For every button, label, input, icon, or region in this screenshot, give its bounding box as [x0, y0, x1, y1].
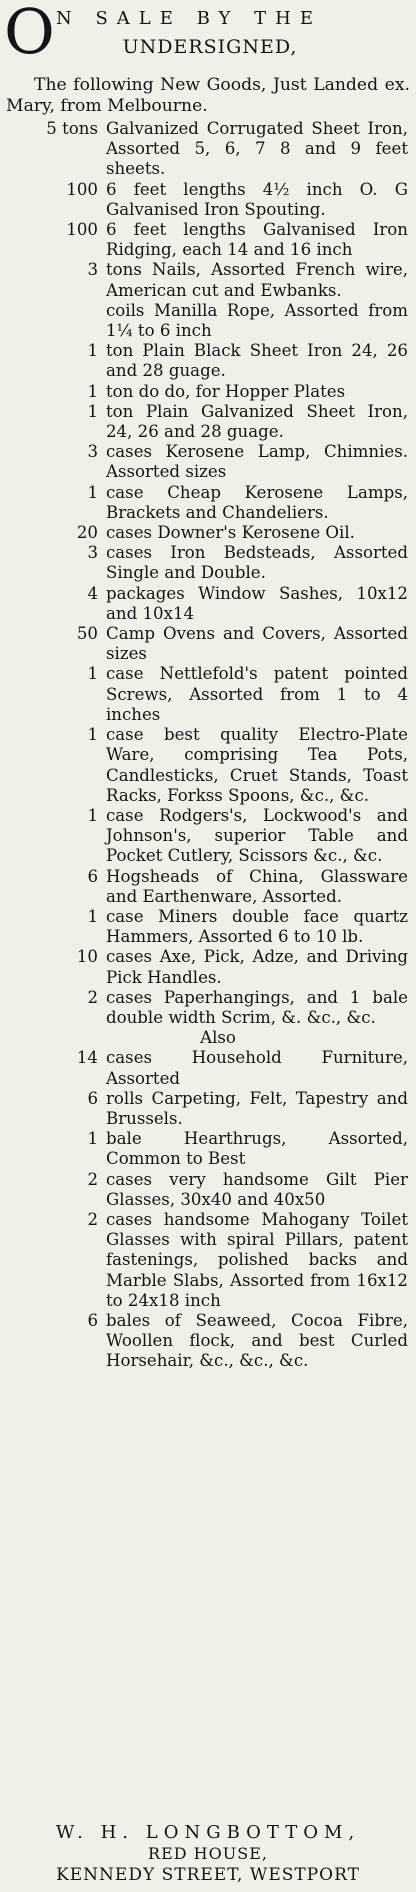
also-heading: Also: [200, 1028, 236, 1048]
item-quantity: 1: [87, 1129, 98, 1149]
list-item: [0, 1048, 416, 1088]
list-item: [0, 725, 416, 806]
list-item: [0, 442, 416, 482]
item-description: 6 feet lengths Galvanised Iron Ridging, each 14 and 16 inch: [106, 220, 408, 260]
list-item: [0, 806, 416, 867]
list-item: [0, 664, 416, 725]
item-quantity: 1: [87, 401, 98, 421]
list-item: [0, 1210, 416, 1311]
item-description: rolls Carpeting, Felt, Tapestry and Brussels.: [106, 1088, 408, 1128]
list-item: [0, 382, 416, 402]
item-quantity: 6: [87, 1310, 98, 1330]
list-item: [0, 907, 416, 947]
list-item: [0, 988, 416, 1028]
item-quantity: 5 tons: [46, 119, 98, 138]
headline: N SALE BY THE: [56, 8, 322, 29]
item-quantity: 2: [87, 1169, 98, 1189]
list-item: [0, 402, 416, 442]
merchant-address: KENNEDY STREET, WESTPORT: [56, 1865, 360, 1885]
list-item: [0, 301, 416, 341]
item-quantity: 2: [87, 987, 98, 1007]
list-item: [0, 543, 416, 583]
item-quantity: 100: [66, 179, 98, 199]
intro-paragraph: The following New Goods, Just Landed ex. Mary, from Melbourne.: [6, 75, 410, 116]
item-description: cases very handsome Gilt Pier Glasses, 30x40 and 40x50: [106, 1169, 408, 1209]
item-description: tons Nails, Assorted French wire, American cut and Ewbanks.: [106, 260, 408, 300]
list-item: [0, 119, 416, 180]
item-quantity: 3: [87, 442, 98, 462]
goods-list: [0, 119, 416, 1372]
item-description: cases Downer's Kerosene Oil.: [106, 523, 355, 543]
item-description: case Miners double face quartz Hammers, Assorted 6 to 10 lb.: [106, 906, 408, 947]
item-description: case best quality Electro-Plate Ware, comprising Tea Pots, Candlesticks, Cruet Stands, Toast Racks, Forkss Spoons, &c., &c.: [106, 725, 408, 805]
item-description: ton Plain Galvanized Sheet Iron, 24, 26 and 28 guage.: [106, 401, 408, 442]
item-quantity: 4: [87, 583, 98, 603]
item-quantity: 1: [87, 906, 98, 926]
item-description: bale Hearthrugs, Assorted, Common to Best: [106, 1129, 408, 1169]
list-item: [0, 947, 416, 987]
item-quantity: 1: [87, 341, 98, 361]
item-quantity: 3: [87, 260, 98, 280]
item-description: Camp Ovens and Covers, Assorted sizes: [106, 624, 408, 664]
subheadline: UNDERSIGNED,: [122, 36, 298, 58]
item-description: Hogsheads of China, Glassware and Earthenware, Assorted.: [106, 866, 408, 906]
item-description: bales of Seaweed, Cocoa Fibre, Woollen flock, and best Curled Horsehair, &c., &c., &c.: [106, 1310, 408, 1371]
item-description: ton Plain Black Sheet Iron 24, 26 and 28 guage.: [106, 341, 408, 381]
item-description: cases handsome Mahogany Toilet Glasses with spiral Pillars, patent fastenings, polished backs and Marble Slabs, Assorted from 16x12 to 24x18 inch: [106, 1209, 408, 1310]
merchant-name: W. H. LONGBOTTOM,: [55, 1822, 361, 1843]
drop-cap: O: [4, 0, 55, 68]
list-item: [0, 1089, 416, 1129]
item-quantity: 6: [87, 1088, 98, 1108]
signature-block: [0, 1822, 416, 1886]
item-description: cases Paperhangings, and 1 bale double width Scrim, &. &c., &c.: [106, 987, 408, 1027]
item-quantity: 2: [87, 1209, 98, 1229]
item-description: cases Kerosene Lamp, Chimnies. Assorted sizes: [106, 442, 408, 482]
item-quantity: 14: [76, 1048, 98, 1068]
list-item: [0, 1170, 416, 1210]
list-item: [0, 867, 416, 907]
item-description: ton do do, for Hopper Plates: [106, 381, 346, 401]
item-quantity: 50: [76, 624, 98, 644]
list-item: [0, 220, 416, 260]
list-item: [0, 180, 416, 220]
item-description: coils Manilla Rope, Assorted from 1¼ to 6 inch: [106, 300, 408, 341]
list-item: [0, 483, 416, 523]
item-description: cases Axe, Pick, Adze, and Driving Pick Handles.: [106, 947, 408, 987]
item-quantity: 1: [87, 482, 98, 502]
list-item: [0, 624, 416, 664]
list-item: [0, 1311, 416, 1372]
list-item: [0, 341, 416, 381]
item-quantity: 1: [87, 381, 98, 401]
item-description: case Cheap Kerosene Lamps, Brackets and Chandeliers.: [106, 482, 408, 522]
item-description: 6 feet lengths 4½ inch O. G Galvanised Iron Spouting.: [106, 179, 408, 219]
item-description: cases Iron Bedsteads, Assorted Single and Double.: [106, 543, 408, 583]
item-description: Galvanized Corrugated Sheet Iron, Assorted 5, 6, 7 8 and 9 feet sheets.: [106, 119, 408, 179]
list-item: [0, 260, 416, 300]
item-quantity: 100: [66, 220, 98, 240]
item-quantity: 20: [76, 523, 98, 543]
item-quantity: 1: [87, 725, 98, 745]
merchant-premises: RED HOUSE,: [148, 1844, 268, 1863]
item-description: case Nettlefold's patent pointed Screws, Assorted from 1 to 4 inches: [106, 664, 408, 724]
item-description: packages Window Sashes, 10x12 and 10x14: [106, 583, 408, 623]
item-quantity: 3: [87, 543, 98, 563]
list-item: [0, 523, 416, 543]
item-quantity: 1: [87, 805, 98, 825]
item-quantity: 6: [87, 866, 98, 886]
item-description: case Rodgers's, Lockwood's and Johnson's, superior Table and Pocket Cutlery, Scissors &c., &c.: [106, 805, 408, 866]
item-quantity: 10: [76, 947, 98, 967]
list-item: [0, 1129, 416, 1169]
list-item: [0, 584, 416, 624]
item-description: cases Household Furniture, Assorted: [106, 1048, 408, 1088]
item-quantity: 1: [87, 664, 98, 684]
